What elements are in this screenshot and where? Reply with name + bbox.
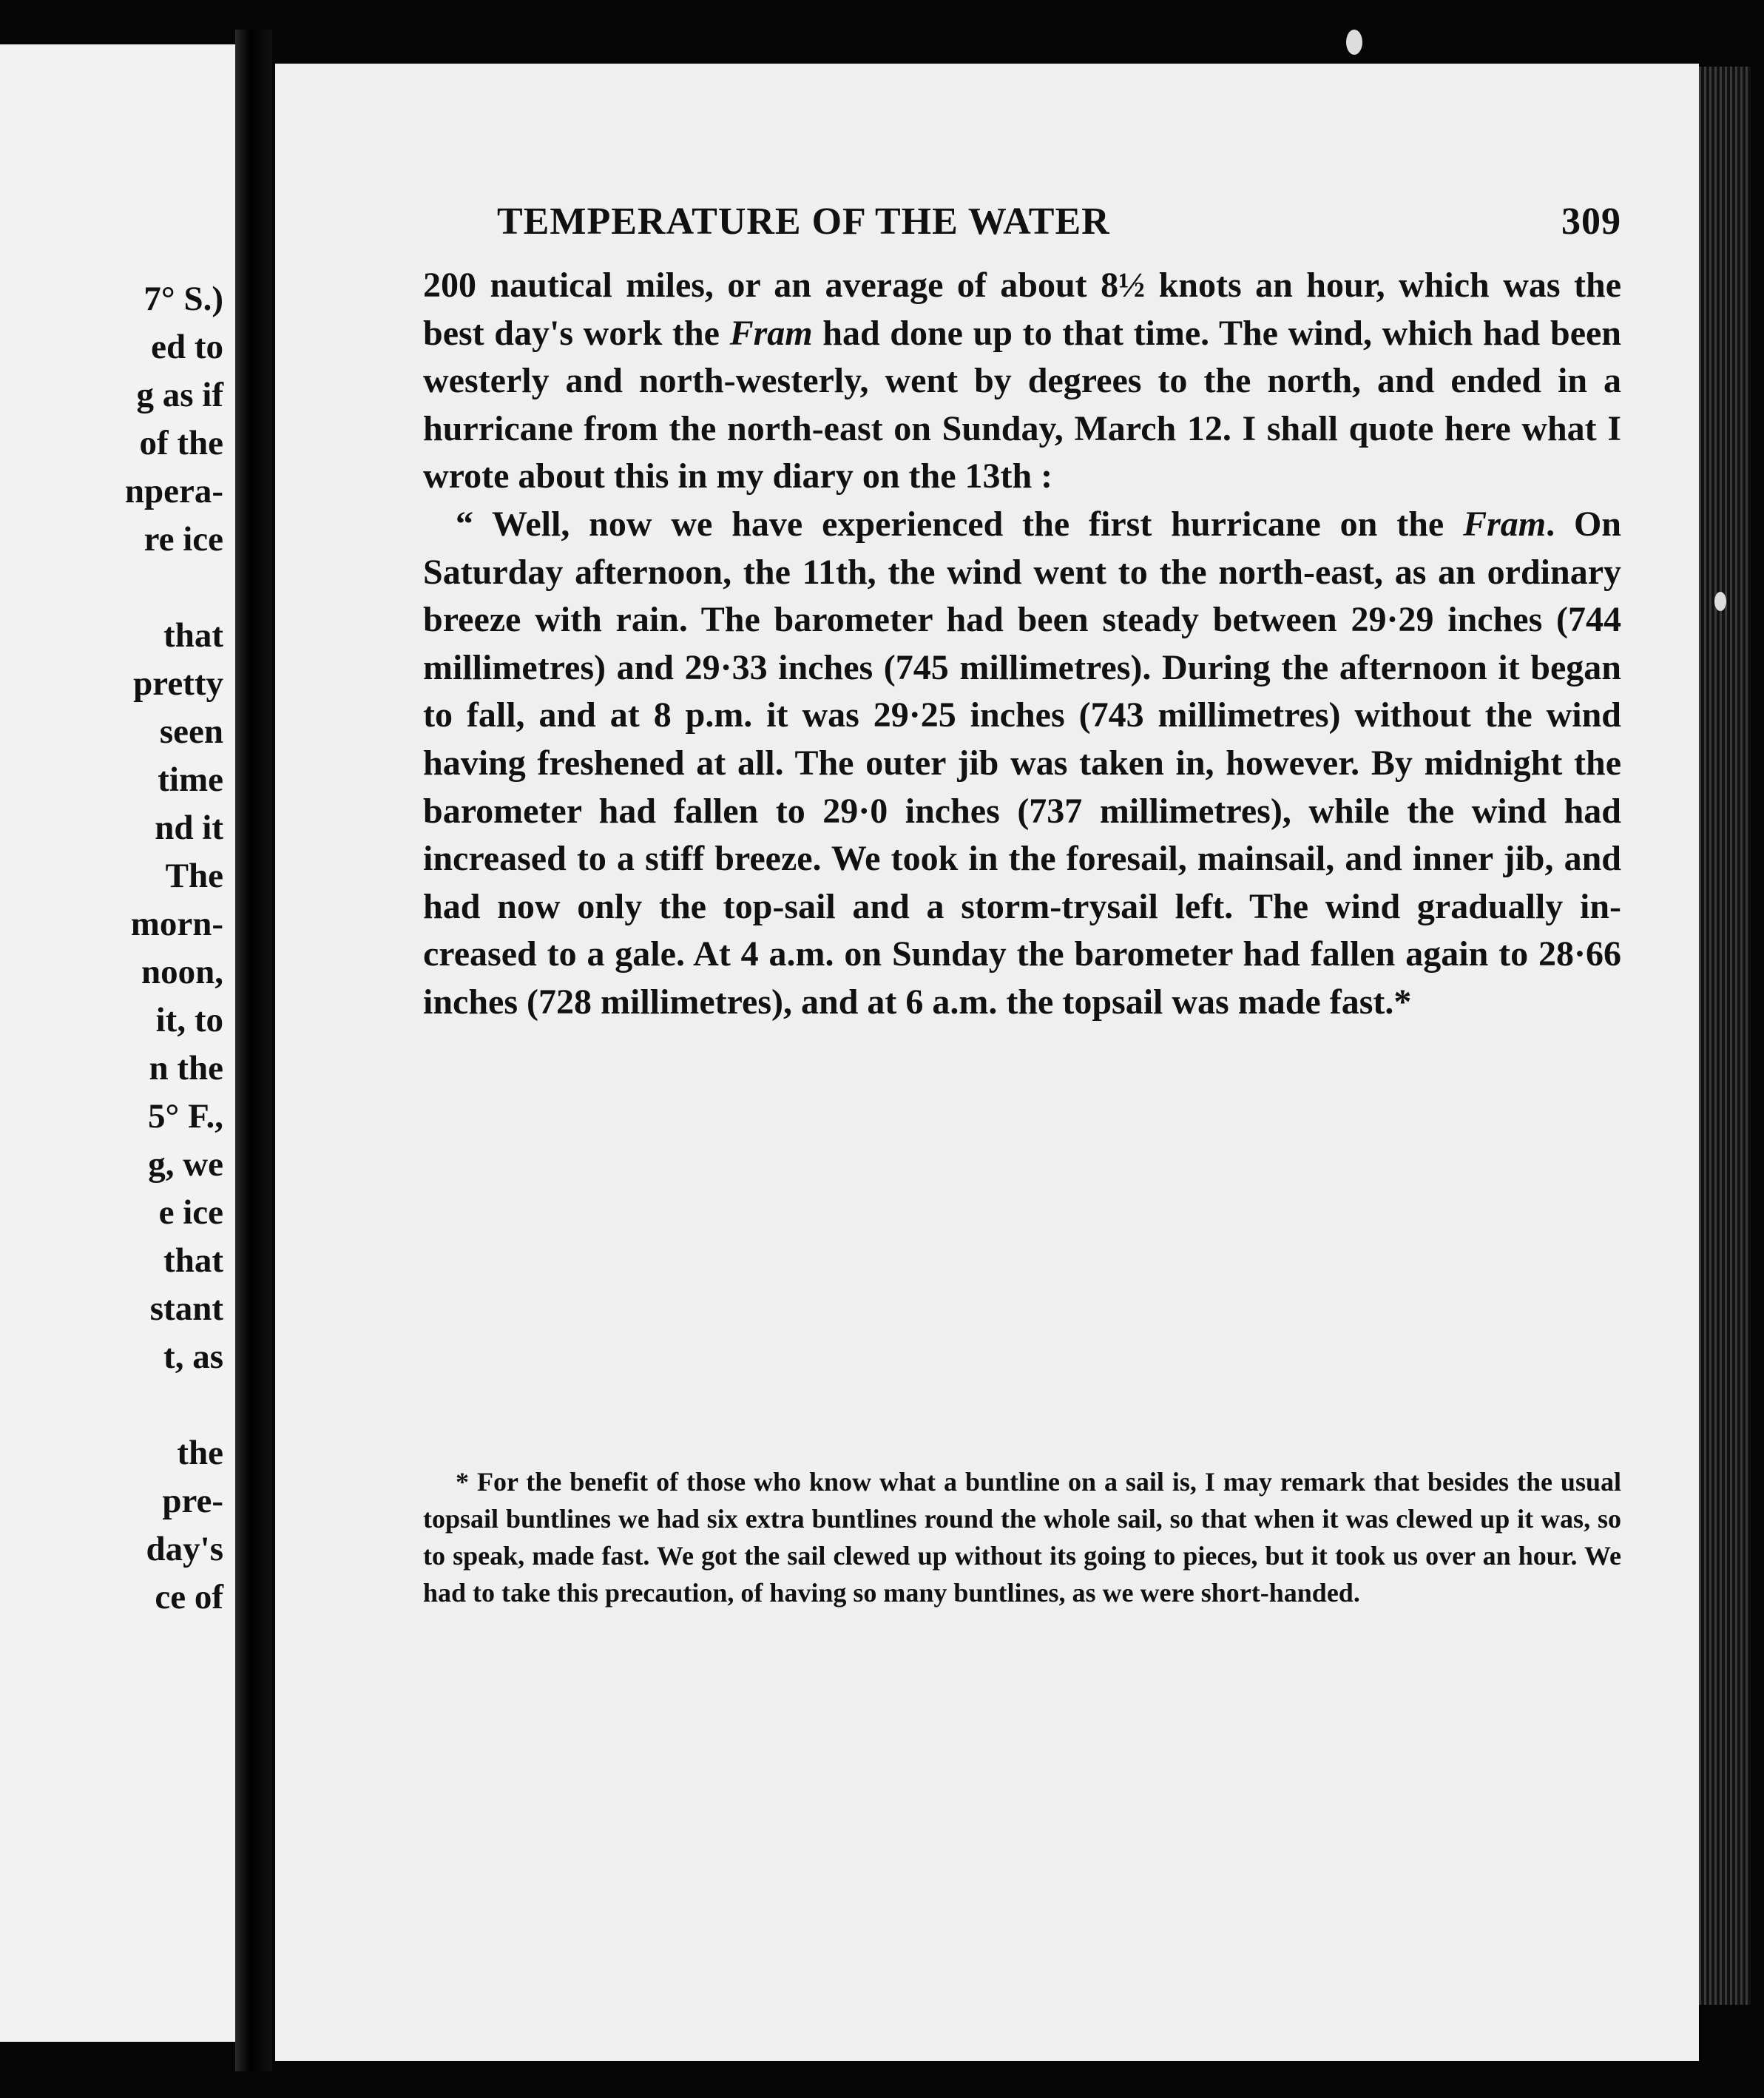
left-page — [0, 44, 235, 2042]
left-page-line: noon, — [141, 953, 223, 991]
left-page-line: 7° S.) — [143, 280, 223, 318]
left-page-line: pretty — [133, 664, 223, 703]
paper-speck — [1346, 30, 1362, 55]
left-page-line: ed to — [151, 328, 223, 366]
left-page-line: of the — [139, 424, 223, 462]
left-page-line: that — [163, 616, 223, 655]
left-page-line: nd it — [155, 809, 223, 847]
left-page-line: that — [163, 1241, 223, 1280]
left-page-line: g as if — [136, 376, 223, 414]
left-page-line — [1, 1381, 223, 1429]
left-page-text — [1, 275, 223, 1622]
ship-name: Fram — [729, 313, 813, 353]
left-page-line: g, we — [148, 1145, 223, 1184]
main-text — [423, 262, 1621, 1027]
ship-name: Fram — [1463, 504, 1547, 544]
left-page-line: time — [158, 760, 223, 799]
left-page-line: it, to — [155, 1001, 223, 1039]
left-page-line: the — [177, 1434, 223, 1472]
left-page-line: ce of — [155, 1578, 223, 1616]
left-page-line: re ice — [143, 520, 223, 559]
left-page-line: e ice — [158, 1193, 223, 1232]
page-edges — [1699, 67, 1751, 2005]
left-page-line — [1, 564, 223, 612]
left-page-line: The — [165, 857, 223, 895]
left-page-line: n the — [149, 1049, 223, 1087]
left-page-line: pre- — [162, 1482, 223, 1520]
left-page-line: day's — [146, 1530, 223, 1568]
left-page-line: t, as — [163, 1338, 223, 1376]
footnote: * For the benefit of those who know what a buntline on a sail is, I may remark that besides the usual topsail buntlines we had six extra buntlines round the whole sail, so that when it was clewed up it was, so to speak, made fast. We got the sail clewed up without its going to pieces, but it took us over an hour. We had to take this precaution, of having so many buntlines, as we were short-handed. — [423, 1467, 1621, 1608]
paragraph: 200 nautical miles, or an average of about 8½ knots an hour, which was the best day's work the Fram had done up to that time. The wind, which had been westerly and north-westerly, went by degrees to the north, and ended in a hurricane from the north-east on Sunday, March 12. I shall quote here what I wrote about this in my diary on the 13th : — [423, 266, 1621, 496]
left-page-line: seen — [159, 712, 223, 751]
left-page-line: npera- — [124, 472, 223, 510]
right-page — [275, 64, 1699, 2061]
running-head-title: TEMPERATURE OF THE WATER — [497, 200, 1110, 243]
page-number: 309 — [1561, 200, 1621, 243]
left-page-line: morn- — [130, 905, 223, 943]
left-page-line: stant — [149, 1289, 223, 1328]
left-page-line: 5° F., — [148, 1097, 223, 1136]
paper-speck — [1714, 592, 1726, 611]
book-gutter — [235, 30, 272, 2071]
paragraph: “ Well, now we have experienced the first hurricane on the Fram. On Saturday afternoon, the 11th, the wind went to the north-east, as an ordinary breeze with rain. The barometer had been steady between 29·29 inches (744 millimetres) and 29·33 inches (745 millimetres). During the afternoon it began to fall, and at 8 p.m. it was 29·25 inches (743 millimetres) without the wind having freshened at all. The outer jib was taken in, however. By midnight the barometer had fallen to 29·0 inches (737 millimetres), while the wind had increased to a stiff breeze. We took in the foresail, mainsail, and inner jib, and had now only the top-sail and a storm-trysail left. The wind gradually in-creased to a gale. At 4 a.m. on Sunday the barometer had fallen again to 28·66 inches (728 millimetres), and at 6 a.m. the topsail was made fast.* — [423, 504, 1621, 1022]
